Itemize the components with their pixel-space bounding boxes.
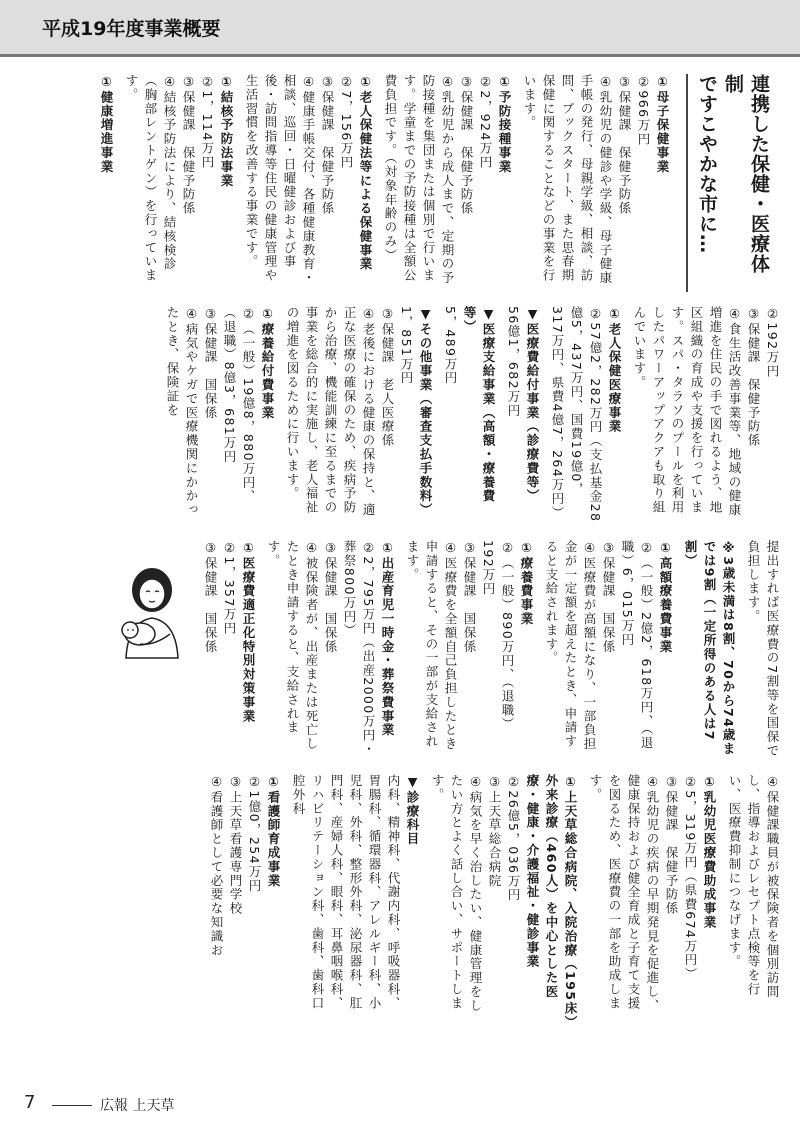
section-text: ④乳幼児の健診や学級、母子健康手帳の発行、母親学級、相談、訪問、ブックスタート、また思春期保健に関することなどの事業を行います。	[522, 74, 613, 285]
section-text: ③保健課 保健予防係	[664, 774, 679, 916]
section-block	[163, 306, 277, 524]
section-block	[283, 306, 435, 524]
section-text: ②2，924万円	[478, 74, 493, 170]
section-heading: ①療養給付費事業	[260, 306, 275, 420]
lead-heading	[686, 74, 772, 292]
section-heading: ①結核予防法事業	[219, 74, 234, 188]
publication-name: 広報 上天草	[100, 1098, 175, 1114]
section-text: 1，851万円	[399, 306, 414, 386]
page-footer	[0, 1080, 800, 1120]
section-block	[428, 774, 580, 1024]
section-text: ③保健課 国保係	[462, 540, 477, 654]
section-text: ④乳幼児から成人まで、定期の予防接種を集団または個別で行います。学童までの予防接種は全額公費負担です。（対象年齢のみ）	[383, 74, 455, 285]
section-text: ③保健課 保健予防係	[459, 74, 474, 216]
section-block	[403, 540, 536, 758]
section-text: ②26億5，036万円	[506, 774, 521, 903]
section-text: ③保健課 国保係	[323, 540, 338, 654]
section-text: ③保健課 保健予防係	[181, 74, 196, 216]
section-heading: ①療養費事業	[519, 540, 534, 626]
section-text: ②7，156万円	[339, 74, 354, 170]
section-heading: ▼診療科目	[405, 774, 420, 846]
section-block	[441, 306, 498, 524]
section-text: ④看護師として必要な知識お	[209, 774, 224, 958]
section-text: ③保健課 国保係	[203, 540, 218, 654]
section-heading: ①高額療養費事業	[658, 540, 673, 654]
section-block	[586, 774, 719, 1024]
section-text: ②（一般）890万円、（退職）192万円	[481, 540, 515, 732]
lead-line-1: 連携した保健・医療体制	[722, 74, 770, 274]
section-text: ④老後における健康の保持と、適正な医療の確保のため、疾病予防から治療、機能訓練に至るまでの事業を総合的に実施し、老人福祉の増進を図るために行います。	[285, 306, 376, 517]
section-block	[504, 306, 542, 524]
section-text: 提出すれば医療費の7割等を国保で負担します。	[746, 540, 780, 758]
section-block	[122, 74, 236, 292]
section-text: ④医療費が高額になり、一部負担金が一定額を超えたとき、申請すると支給されます。	[544, 540, 597, 751]
section-heading: ①医療費適正化特別対策事業	[241, 540, 256, 724]
section-text: ③保健課 老人医療係	[380, 306, 395, 448]
section-text: ②1，114万円	[200, 74, 215, 170]
section-text: ③保健課 保健予防係	[746, 306, 761, 448]
section-text: ④病気やケガで医療機関にかかったとき、保険証を	[165, 306, 199, 517]
section-block	[201, 540, 258, 758]
section-block	[289, 774, 422, 1024]
section-text: 内科、精神科、代謝内科、呼吸器科、胃腸科、循環器科、アレルギー科、小児科、外科、整形外科、泌尿器科、肛門科、産婦人科、眼科、耳鼻咽喉科、リハビリテーション科、歯科、歯科口腔外科	[291, 774, 401, 1011]
section-text: ④食生活改善事業等、地域の健康増進を住民の手で図れるよう、地区組織の育成や支援を行っています。スパ・タラソのプールを利用したパワーアップアクアも取り組んでいます。	[632, 306, 742, 517]
section-heading: ▼医療費給付事業（診療費等）	[525, 306, 540, 504]
mother-and-baby-illustration	[100, 560, 196, 660]
section-block	[681, 540, 738, 758]
section-text: ③上天草総合病院	[487, 774, 502, 888]
section-text: ④健康手帳交付、各種健康教育・相談、巡回・日曜健診および事後・訪問指導等住民の健康管理や生活習慣を改善する事業です。	[244, 74, 316, 285]
section-text: ②1億0，254万円	[247, 774, 262, 893]
section-text: ④医療費を全額自己負担したとき申請すると、その一部が支給されます。	[405, 540, 458, 751]
section-block	[97, 74, 116, 292]
section-heading: ①老人保健医療事業	[607, 306, 622, 434]
section-block	[242, 74, 375, 292]
section-heading: ①出産育児一時金・葬祭費事業	[380, 540, 395, 738]
section-text: ②966万円	[636, 74, 651, 147]
section-text: 56億1，682万円	[506, 306, 521, 418]
footer-divider	[52, 1105, 92, 1106]
section-text: ②5，319万円（県費674万円）	[683, 774, 698, 981]
section-text: ③保健課 国保係	[601, 540, 616, 654]
section-text: ④保健課職員が被保険者を個別訪問し、指導およびレセプト点検等を行い、医療費抑制につなげます。	[727, 774, 780, 999]
section-block	[207, 774, 283, 1024]
section-text: ②（一般）19億8，880万円、（退職）8億3，681万円	[222, 306, 256, 504]
section-heading: ①健康増進事業	[99, 74, 114, 174]
section-heading: ①乳幼児医療費助成事業	[702, 774, 717, 930]
section-text: ③保健課 保健予防係	[320, 74, 335, 216]
section-block	[264, 540, 397, 758]
section-block	[381, 74, 514, 292]
text-row	[22, 306, 782, 524]
section-text: ④乳幼児の疾病の早期発見を促進し、健康保持および健全育成と子育て支援を図るため、医療費の一部を助成します。	[588, 774, 660, 1013]
lead-line-2: ですこやかな市に…	[696, 74, 718, 254]
section-text: ②2，795万円（出産2000万円・葬祭800万円）	[342, 540, 376, 757]
section-block	[725, 774, 782, 1024]
section-text: ③保健課 国保係	[203, 306, 218, 420]
section-heading: ①老人保健法等による保健事業	[358, 74, 373, 272]
section-text: ③上天草看護専門学校	[228, 774, 243, 916]
section-block	[520, 74, 672, 292]
section-heading: ▼その他事業（審査支払手数料）	[418, 306, 433, 517]
section-text: ②（一般）2億2，618万円、（退職）6，015万円	[620, 540, 654, 750]
section-text: ②1，357万円	[222, 540, 237, 636]
section-heading: ①看護師育成事業	[266, 774, 281, 888]
section-text: ③保健課 保健予防係	[617, 74, 632, 216]
section-text: ④病気を早く治したい、健康管理をしたい方とよく話し合い、サポートします。	[430, 774, 483, 1013]
text-row	[22, 74, 782, 292]
page-title: 平成19年度事業概要	[42, 18, 221, 40]
section-text: ②57億2，282万円（支払基金28億5，437万円、国費19億0，317万円、県費4億7，264万円）	[550, 306, 603, 523]
section-heading: ①予防接種事業	[497, 74, 512, 174]
page-header	[0, 0, 800, 57]
text-row	[22, 774, 782, 1024]
section-text: 5，489万円	[443, 306, 458, 386]
section-heading: ①上天草総合病院、入院治療（195床）外来診療（460人）を中心とした医療・健康・介護福祉・健診事業	[525, 774, 578, 1023]
section-text: ④被保険者が、出産または死亡したとき申請すると、支給されます。	[266, 540, 319, 751]
section-block	[542, 540, 675, 758]
page-number: 7	[24, 1092, 36, 1113]
section-text: ②192万円	[765, 306, 780, 379]
section-text: ④結核予防法により、結核検診（胸部レントゲン）を行っています。	[124, 74, 177, 283]
section-block	[630, 306, 782, 524]
section-heading: ※3歳未満は8割、70から74歳までは9割（一定所得のある人は7割）	[683, 540, 736, 756]
section-heading: ▼医療支給事業（高額・療養費等）	[462, 306, 496, 504]
section-heading: ①母子保健事業	[655, 74, 670, 174]
section-block	[548, 306, 624, 524]
section-block	[744, 540, 782, 758]
